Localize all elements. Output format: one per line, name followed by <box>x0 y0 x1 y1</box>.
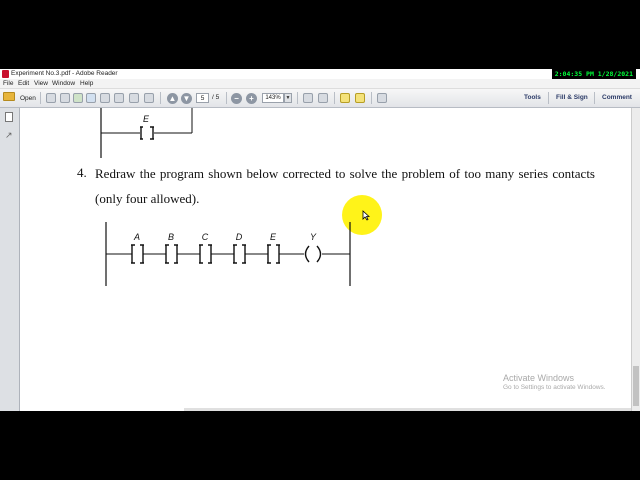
menu-help[interactable]: Help <box>80 80 94 87</box>
scrollbar-thumb[interactable] <box>633 366 639 406</box>
zoom-out-icon[interactable]: − <box>231 93 242 104</box>
next-page-icon[interactable]: ▼ <box>182 94 191 103</box>
contact-b-symbol <box>165 245 178 263</box>
watermark-title: Activate Windows <box>503 373 575 383</box>
tools-pane-button[interactable]: Tools <box>524 94 541 101</box>
ladder-rung <box>106 232 350 263</box>
mouse-pointer-icon <box>362 210 370 221</box>
menu-file[interactable]: File <box>3 80 14 87</box>
zoom-level-input[interactable]: 143% <box>262 93 284 103</box>
coil-y-label: Y <box>309 232 317 242</box>
attachments-icon[interactable]: ↗ <box>5 130 13 140</box>
horizontal-scroll-shadow <box>184 408 631 411</box>
contact-d-symbol <box>233 245 246 263</box>
coil-y-symbol <box>306 246 321 262</box>
open-label: Open <box>20 95 36 102</box>
zoom-dropdown-icon[interactable]: ▼ <box>285 95 291 101</box>
comment-pane-button[interactable]: Comment <box>602 94 632 101</box>
zoom-in-icon[interactable]: + <box>246 93 257 104</box>
contact-a-label: A <box>133 232 141 242</box>
watermark-subtitle: Go to Settings to activate Windows. <box>503 384 606 391</box>
contact-e-label: E <box>143 114 150 124</box>
menu-view[interactable]: View <box>34 80 48 87</box>
vertical-scrollbar[interactable] <box>631 108 640 411</box>
contact-a-symbol <box>131 245 144 263</box>
contact-b-label: B <box>167 232 175 242</box>
contact-d-label: D <box>235 232 243 242</box>
fill-sign-pane-button[interactable]: Fill & Sign <box>556 94 588 101</box>
contact-e-symbol <box>267 245 280 263</box>
contact-c-label: C <box>201 232 209 242</box>
previous-page-icon[interactable]: ▲ <box>168 94 177 103</box>
window-title: Experiment No.3.pdf - Adobe Reader <box>11 70 118 77</box>
question-number: 4. <box>77 165 87 180</box>
question-text: Redraw the program shown below corrected to solve the problem of too many series contacts (only four allowed). <box>95 166 595 206</box>
contact-e-label: E <box>269 232 277 242</box>
menu-edit[interactable]: Edit <box>18 80 30 87</box>
menu-window[interactable]: Window <box>52 80 76 87</box>
clock-overlay: 2:04:35 PM 1/28/2021 <box>552 69 636 79</box>
contact-c-symbol <box>199 245 212 263</box>
page-total: / 5 <box>212 94 220 101</box>
page-number-input[interactable]: 5 <box>196 93 209 103</box>
activate-windows-watermark <box>503 373 606 391</box>
